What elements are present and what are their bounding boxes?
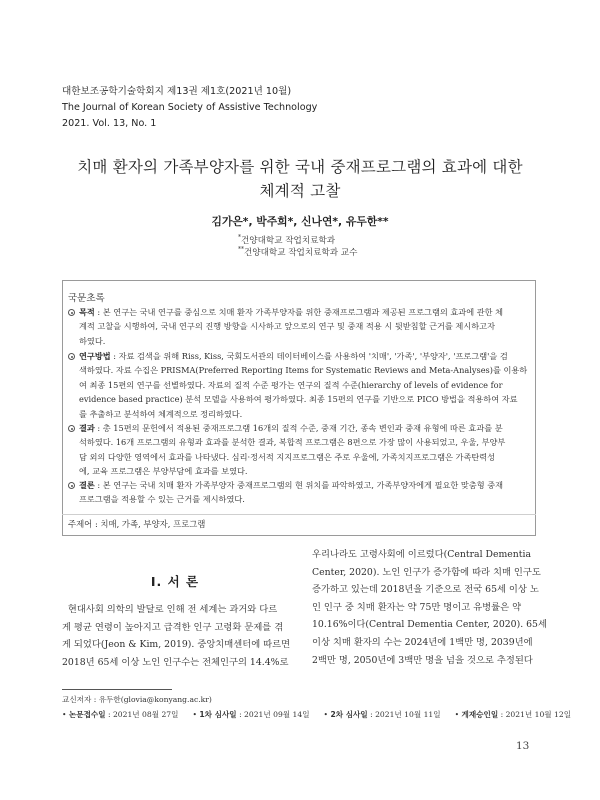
affiliation-mark: ** bbox=[238, 246, 244, 253]
journal-name-english: The Journal of Korean Society of Assistive Technology bbox=[62, 102, 318, 113]
section-heading-introduction: Ⅰ. 서 론 bbox=[150, 574, 200, 589]
abstract-line bbox=[68, 349, 530, 363]
keywords-text: : 치매, 가족, 부양자, 프로그램 bbox=[92, 519, 206, 529]
date-label: 논문접수일 bbox=[68, 710, 106, 719]
body-line: 인 인구 중 치매 환자는 약 75만 명이고 유병률은 약 bbox=[312, 601, 522, 613]
abstract-line bbox=[68, 305, 530, 319]
page-number: 13 bbox=[516, 740, 530, 752]
keywords bbox=[68, 518, 205, 530]
body-line: 2백만 명, 2050년에 3백만 명을 넘을 것으로 추정된다 bbox=[312, 654, 533, 666]
abstract-line: 프로그램을 적용할 수 있는 근거를 제시하였다. bbox=[79, 494, 245, 505]
corresponding-author: 교신저자 : 유두한(glovia@konyang.ac.kr) bbox=[62, 695, 212, 704]
date-label: 1차 심사일 bbox=[199, 710, 237, 719]
bullet-icon bbox=[68, 482, 75, 489]
body-line: 이상 치매 환자의 수는 2024년에 1백만 명, 2039년에 bbox=[312, 636, 533, 648]
body-line: 우리나라도 고령사회에 이르렀다(Central Dementia bbox=[312, 549, 532, 560]
abstract-line: 를 추출하고 분석하여 체계적으로 정리하였다. bbox=[79, 408, 243, 419]
abstract-line: 여 최종 15편의 연구를 선별하였다. 자료의 질적 수준 평가는 연구의 질적 수준(hierarchy of levels of evidence for bbox=[79, 379, 503, 390]
line-text: : 본 연구는 국내 연구를 중심으로 치매 환자 가족부양자를 위한 중재프로그램과 제공된 프로그램의 효과에 관한 체 bbox=[94, 307, 504, 317]
date-item: • 1차 심사일 : 2021년 09월 14일 bbox=[192, 710, 310, 719]
line-text: : 자료 검색을 위해 Riss, Kiss, 국회도서관의 데이터베이스를 사용하여 '치매', '가족', '부양자', '프로그램'을 검 bbox=[110, 351, 508, 361]
journal-volume: 2021. Vol. 13, No. 1 bbox=[62, 118, 157, 129]
date-value: : 2021년 09월 14일 bbox=[236, 710, 310, 719]
abstract-section-results bbox=[68, 421, 530, 479]
abstract-line: 하였다. bbox=[79, 335, 106, 346]
abstract-line bbox=[68, 421, 530, 435]
date-label: 게재승인일 bbox=[461, 710, 499, 719]
date-value: : 2021년 10월 11일 bbox=[367, 710, 441, 719]
date-item: • 2차 심사일 : 2021년 10월 11일 bbox=[323, 710, 441, 719]
section-head: 결과 bbox=[79, 423, 95, 433]
abstract-section-purpose bbox=[68, 305, 530, 348]
section-head: 연구방법 bbox=[79, 351, 111, 361]
keywords-label: 주제어 bbox=[68, 519, 93, 529]
line-text: : 총 15편의 문헌에서 적용된 중재프로그램 16개의 질적 수준, 중재 기간, 종속 변인과 중재 유형에 따른 효과를 분 bbox=[94, 423, 503, 433]
body-line: 증가하고 있는데 2018년을 기준으로 전국 65세 이상 노 bbox=[312, 584, 539, 596]
body-column-left bbox=[62, 601, 290, 671]
body-line: 2018년 65세 이상 노인 인구수는 전체인구의 14.4%로 bbox=[62, 656, 289, 668]
paper-title-line1: 치매 환자의 가족부양자를 위한 국내 중재프로그램의 효과에 대한 bbox=[77, 158, 523, 176]
affiliation-text: 건양대학교 작업치료학과 교수 bbox=[244, 248, 358, 258]
bullet-icon bbox=[68, 425, 75, 432]
date-label: 2차 심사일 bbox=[330, 710, 368, 719]
abstract-line: evidence based practice) 분석 모델을 사용하여 평가하였다. 최종 15편의 연구를 기반으로 PICO 방법을 적용하여 자료 bbox=[79, 394, 518, 405]
abstract-section-conclusion bbox=[68, 478, 530, 507]
abstract-line: 에, 교육 프로그램은 부양부담에 효과를 보였다. bbox=[79, 466, 248, 477]
abstract-line: 색하였다. 자료 수집은 PRISMA(Preferred Reporting Items for Systematic Reviews and Meta-Analyses)를 이용하 bbox=[79, 365, 528, 376]
body-line: Center, 2020). 노인 인구가 증가함에 따라 치매 인구도 bbox=[312, 566, 541, 578]
body-line: 10.16%이다(Central Dementia Center, 2020). 65세 bbox=[312, 619, 547, 631]
affiliation-2 bbox=[238, 246, 357, 258]
bullet-icon bbox=[68, 353, 75, 360]
paper-title-line2: 체계적 고찰 bbox=[259, 182, 341, 200]
abstract-line: 담 외의 다양한 영역에서 효과를 나타냈다. 심리·정서적 지지프로그램은 주로 우울에, 가족치지프로그램은 가족탄력성 bbox=[79, 451, 496, 462]
body-line: 현대사회 의학의 발달로 인해 전 세계는 과거와 다르 bbox=[62, 604, 278, 615]
body-column-right bbox=[312, 546, 547, 669]
section-head: 결론 bbox=[79, 480, 95, 490]
affiliation-text: 건양대학교 작업치료학과 bbox=[241, 236, 336, 246]
date-item: • 게재승인일 : 2021년 10월 12일 bbox=[454, 710, 572, 719]
affiliation-mark: * bbox=[238, 234, 241, 241]
date-value: : 2021년 10월 12일 bbox=[498, 710, 572, 719]
affiliation-1 bbox=[238, 234, 335, 246]
journal-name-korean: 대한보조공학기술학회지 제13권 제1호(2021년 10월) bbox=[62, 86, 292, 97]
date-item: • 논문접수일 : 2021년 08월 27일 bbox=[62, 710, 179, 719]
abstract-line bbox=[68, 478, 530, 492]
keywords-divider bbox=[62, 514, 536, 515]
abstract-line: 계적 고찰을 시행하여, 국내 연구의 진행 방향을 시사하고 앞으로의 연구 및 중재 적용 시 뒷받침할 근거를 제시하고자 bbox=[79, 321, 495, 332]
abstract-label: 국문초록 bbox=[68, 293, 105, 304]
body-line: 게 되었다(Jeon & Kim, 2019). 중앙치매센터에 따르면 bbox=[62, 639, 291, 651]
submission-dates bbox=[62, 709, 571, 720]
line-text: : 본 연구는 국내 치매 환자 가족부양자 중재프로그램의 현 위치를 파악하였고, 가족부양자에게 필요한 맞춤형 중재 bbox=[94, 480, 504, 490]
abstract-section-methods bbox=[68, 349, 530, 421]
bullet-icon bbox=[68, 309, 75, 316]
journal-header bbox=[62, 84, 317, 132]
section-head: 목적 bbox=[79, 307, 95, 317]
date-value: : 2021년 08월 27일 bbox=[105, 710, 179, 719]
abstract-line: 석하였다. 16개 프로그램의 유형과 효과를 분석한 결과, 복합적 프로그램은 8편으로 가장 많이 사용되었고, 우울, 부양부 bbox=[79, 437, 506, 448]
author-list: 김가은*, 박주희*, 신나연*, 유두한** bbox=[211, 215, 389, 228]
footnote-rule bbox=[62, 689, 172, 690]
body-line: 게 평균 연령이 높아지고 급격한 인구 고령화 문제를 겪 bbox=[62, 621, 284, 633]
